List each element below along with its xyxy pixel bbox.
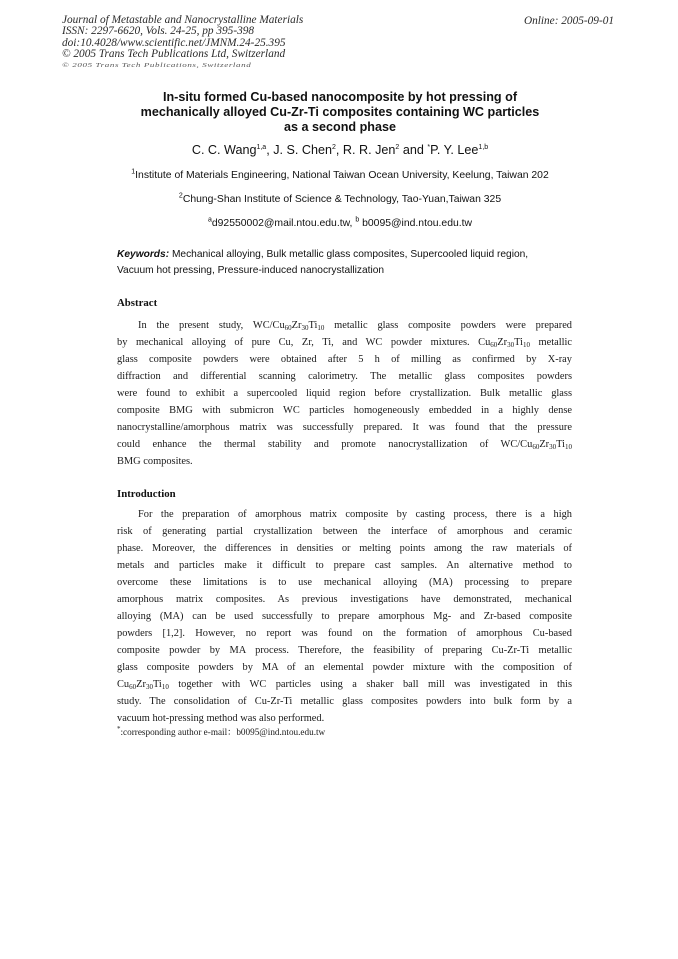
title-line-3: as a second phase: [284, 119, 396, 134]
author-name: R. R. Jen: [342, 143, 396, 157]
abstract-line: nanocrystalline/amorphous matrix was successfully prepared. It was found that the pressure: [117, 422, 572, 433]
intro-line: $Cu_{60}Zr_{30}Ti_{10}$ together with WC particles using a shaker ball mill was investigated in this: [117, 679, 572, 691]
journal-doi: doi:10.4028/www.scientific.net/JMNM.24-25.395: [62, 36, 286, 49]
intro-line: alloying (MA) can be used successfully to prepare amorphous Mg- and Zr-based composite: [117, 611, 572, 622]
intro-line: amorphous matrix composites. As previous investigations have demonstrated, mechanical: [117, 594, 572, 605]
email-mark: b: [355, 216, 360, 224]
author-name: C. C. Wang: [191, 143, 257, 157]
affiliation-mark: 2: [178, 192, 183, 200]
introduction-body: [117, 506, 572, 727]
intro-line: phase. Moreover, the differences in densities or melting points among the raw materials of: [117, 543, 572, 554]
introduction-heading: Introduction: [117, 488, 176, 500]
intro-line: study. The consolidation of Cu-Zr-Ti metallic glass composites powders into bulk form by a: [117, 696, 572, 707]
author-affil-mark: 2: [395, 143, 400, 151]
email-b: b0095@ind.ntou.edu.tw: [362, 218, 473, 229]
abstract-line: composite BMG with submicron WC particles homogeneously embedded in a highly dense: [117, 405, 572, 416]
abstract-body: [117, 317, 572, 470]
footnote-text: :corresponding author e-mail：b0095@ind.ntou.edu.tw: [120, 727, 326, 737]
abstract-line: BMG composites.: [117, 456, 193, 467]
intro-line: powders [1,2]. However, no report was found on the formation of amorphous Cu-based: [117, 628, 572, 639]
corresponding-footnote: [117, 724, 325, 738]
abstract-line: were found to exhibit a supercooled liquid region before crystallization. Bulk metallic glass: [117, 388, 572, 399]
affiliation-2: [60, 194, 620, 205]
online-date: Online: 2005-09-01: [523, 15, 614, 27]
intro-line: overcome these limitations is to use mechanical alloying (MA) processing to prepare: [117, 577, 572, 588]
affiliation-1: [60, 170, 620, 181]
abstract-line: In the present study, $WC/Cu_{60}Zr_{30}Ti_{10}$ metallic glass composite powders were prepared: [138, 320, 573, 332]
intro-line: risk of generating partial crystallization between the interface of amorphous and ceramic: [117, 526, 572, 537]
keywords-label: Keywords:: [117, 249, 170, 260]
keywords: [117, 247, 572, 279]
keywords-line-2: Vacuum hot pressing, Pressure-induced nanocrystallization: [117, 265, 385, 276]
keywords-text: Mechanical alloying, Bulk metallic glass composites, Supercooled liquid region,: [171, 249, 529, 260]
abstract-line: by mechanical alloying of pure Cu, Zr, Ti, and WC powder mixtures. $Cu_{60}Zr_{30}Ti_{10}$ metallic: [117, 337, 572, 349]
affiliation-text: Chung-Shan Institute of Science & Technology, Tao-Yuan,Taiwan 325: [182, 194, 502, 205]
author-conjunction: and: [402, 143, 424, 157]
email-mark: a: [207, 216, 212, 224]
affiliation-text: Institute of Materials Engineering, National Taiwan Ocean University, Keelung, Taiwan 202: [135, 170, 549, 181]
intro-line: vacuum hot-pressing method was also performed.: [117, 713, 325, 724]
author-name: J. S. Chen: [273, 143, 333, 157]
author-affil-mark: 1,a: [256, 143, 267, 151]
intro-line: metals and particles make it difficult to prepare cast samples. An alternative method to: [117, 560, 572, 571]
author-list: C. C. Wang$^{1,a}$, J. S. Chen$^2$, R. R. Jen$^2$ and *P. Y. Lee$^{1,b}$: [191, 143, 489, 157]
intro-line: glass composite powders by MA of an elemental powder mixture with the composition of: [117, 662, 572, 673]
title-line-2: mechanically alloyed Cu-Zr-Ti composites containing WC particles: [140, 104, 540, 119]
paper-title: [90, 90, 590, 134]
intro-line: For the preparation of amorphous matrix composite by casting process, there is a high: [138, 509, 572, 520]
author-name: P. Y. Lee: [430, 143, 479, 157]
abstract-heading: Abstract: [117, 297, 158, 309]
abstract-line: diffraction and differential scanning calorimetry. The metallic glass composites powders: [117, 371, 572, 382]
author-affil-mark: 1,b: [478, 143, 489, 151]
journal-header: [62, 15, 303, 71]
abstract-line: could enhance the thermal stability and promote nanocrystallization of $WC/Cu_{60}Zr_{30}Ti_{10}$: [117, 439, 572, 451]
author-emails: [60, 218, 620, 229]
keywords-line-1: [117, 247, 572, 263]
journal-copyright: © 2005 Trans Tech Publications Ltd, Switzerland: [62, 48, 286, 61]
title-line-1: In-situ formed Cu-based nanocomposite by hot pressing of: [162, 90, 518, 104]
journal-name: Journal of Metastable and Nanocrystalline Materials: [62, 14, 304, 26]
author-affil-mark: 2: [332, 143, 336, 151]
corresponding-author-mark: *: [427, 143, 431, 151]
abstract-line: glass composite powders were obtained after 5 h of milling as confirmed by X-ray: [117, 354, 572, 365]
journal-copyright-faded: © 2005 Trans Tech Publications, Switzerland: [62, 60, 252, 69]
affiliation-mark: 1: [131, 168, 136, 176]
footnote-mark: *: [117, 724, 121, 733]
journal-issn: ISSN: 2297-6620, Vols. 24-25, pp 395-398: [62, 25, 255, 38]
email-a: d92550002@mail.ntou.edu.tw,: [211, 218, 353, 229]
intro-line: composite powder by MA process. Therefore, the feasibility of preparing Cu-Zr-Ti metallic: [117, 645, 572, 656]
